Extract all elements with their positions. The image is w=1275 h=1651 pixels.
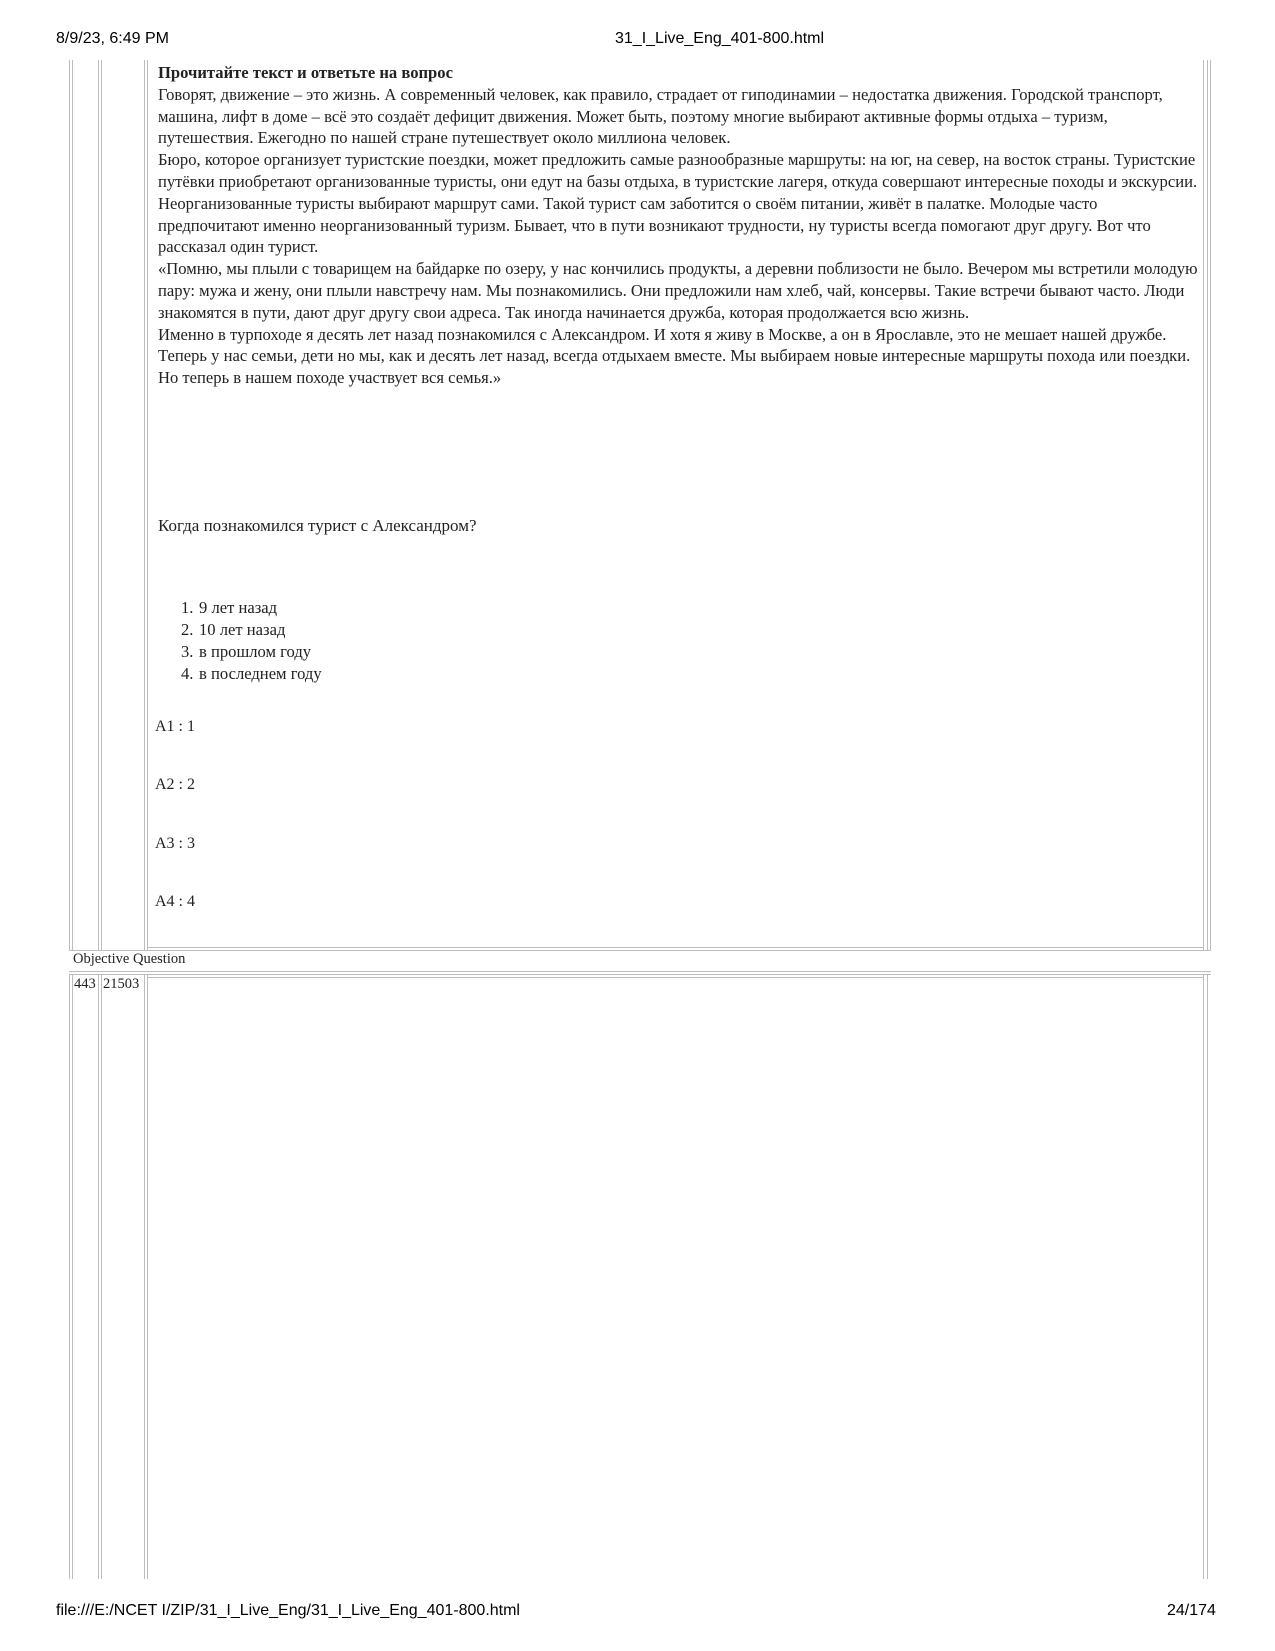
answer-code: A4 : 4 [155, 893, 195, 910]
print-doc-title: 31_I_Live_Eng_401-800.html [615, 30, 825, 47]
option-item [181, 619, 322, 641]
col-divider-id-inner [147, 60, 148, 950]
upper-cell-bottom-border [147, 947, 1203, 948]
lower-col-divider-content-right [1203, 974, 1204, 1579]
passage-instruction: Прочитайте текст и ответьте на вопрос [158, 63, 453, 82]
option-text: в последнем году [199, 664, 322, 683]
lower-col-divider-id [144, 974, 145, 1579]
lower-col-divider-content-right-inner [1207, 974, 1208, 1579]
question-type-label: Objective Question [73, 951, 186, 967]
option-item [181, 597, 322, 619]
table-border-left-inner [72, 60, 73, 950]
print-datetime: 8/9/23, 6:49 PM [56, 30, 169, 47]
col-divider-serial [98, 60, 99, 950]
lower-content-top-border [147, 977, 1203, 978]
answer-code: A3 : 3 [155, 835, 195, 852]
option-number: 4. [181, 664, 194, 683]
print-page-counter: 24/174 [1167, 1602, 1216, 1619]
col-divider-serial-inner [101, 60, 102, 950]
lower-col-divider-serial-inner [101, 974, 102, 1579]
table-border-left-outer [69, 60, 70, 950]
col-divider-content-right-inner [1207, 60, 1208, 950]
lower-col-divider-id-inner [147, 974, 148, 1579]
option-number: 3. [181, 642, 194, 661]
passage-paragraph: Бюро, которое организует туристские поездки, может предложить самые разнообразные маршруты: на юг, на север, на восток страны. Туристские путёвки приобретают организованные туристы, они едут на базы отдыха, в туристские лагеря, откуда совершают интересные походы и экскурсии. [158, 150, 1198, 191]
option-item [181, 641, 322, 663]
passage-paragraph: Неорганизованные туристы выбирают маршрут сами. Такой турист сам заботится о своём питании, живёт в палатке. Молодые часто предпочитают именно неорганизованный туризм. Бывает, что в пути возникают трудности, ну туристы всегда помогают друг другу. Вот что рассказал один турист. [158, 193, 1151, 257]
option-text: в прошлом году [199, 642, 312, 661]
question-text: Когда познакомился турист с Александром? [158, 516, 477, 535]
question-id: 21503 [103, 976, 140, 992]
passage-paragraph: Именно в турпоходе я десять лет назад познакомился с Александром. И хотя я живу в Москве, а он в Ярославле, это не мешает нашей дружбе. Теперь у нас семьи, дети но мы, как и десять лет назад, всегда отдыхаем вместе. Мы выбираем новые интересные маршруты похода или поездки. Но теперь в нашем походе участвует вся семья.» [158, 324, 1191, 388]
option-text: 9 лет назад [199, 598, 278, 617]
question-serial: 443 [74, 976, 96, 992]
option-text: 10 лет назад [199, 620, 286, 639]
passage-paragraph: Говорят, движение – это жизнь. А современный человек, как правило, страдает от гиподинамии – недостатка движения. Городской транспорт, машина, лифт в доме – всё это создаёт дефицит движения. Может быть, поэтому многие выбирают активные формы отдыха – туризм, путешествия. Ежегодно по нашей стране путешествует около миллиона человек. [158, 84, 1163, 148]
answer-code: A1 : 1 [155, 718, 195, 735]
col-divider-id [144, 60, 145, 950]
col-divider-content-right [1203, 60, 1204, 950]
answer-options [181, 597, 322, 685]
lower-col-divider-serial [98, 974, 99, 1579]
option-item [181, 663, 322, 685]
row-separator-bottom [69, 971, 1211, 972]
option-number: 2. [181, 620, 194, 639]
print-file-path: file:///E:/NCET I/ZIP/31_I_Live_Eng/31_I_Live_Eng_401-800.html [56, 1602, 520, 1619]
table-border-right [1210, 60, 1211, 950]
lower-border-left-inner [72, 974, 73, 1579]
answer-code: A2 : 2 [155, 776, 195, 793]
reading-passage [158, 62, 1198, 389]
lower-border-left-outer [69, 974, 70, 1579]
passage-paragraph: «Помню, мы плыли с товарищем на байдарке по озеру, у нас кончились продукты, а деревни поблизости не было. Вечером мы встретили молодую пару: мужа и жену, они плыли навстречу нам. Мы познакомились. Они предложили нам хлеб, чай, консервы. Такие встречи бывают часто. Люди знакомятся в пути, дают друг другу свои адреса. Так иногда начинается дружба, которая продолжается всю жизнь. [158, 259, 1198, 322]
row-separator-bottom-inner [69, 974, 1211, 975]
option-number: 1. [181, 598, 194, 617]
row-separator-top [69, 950, 1211, 951]
